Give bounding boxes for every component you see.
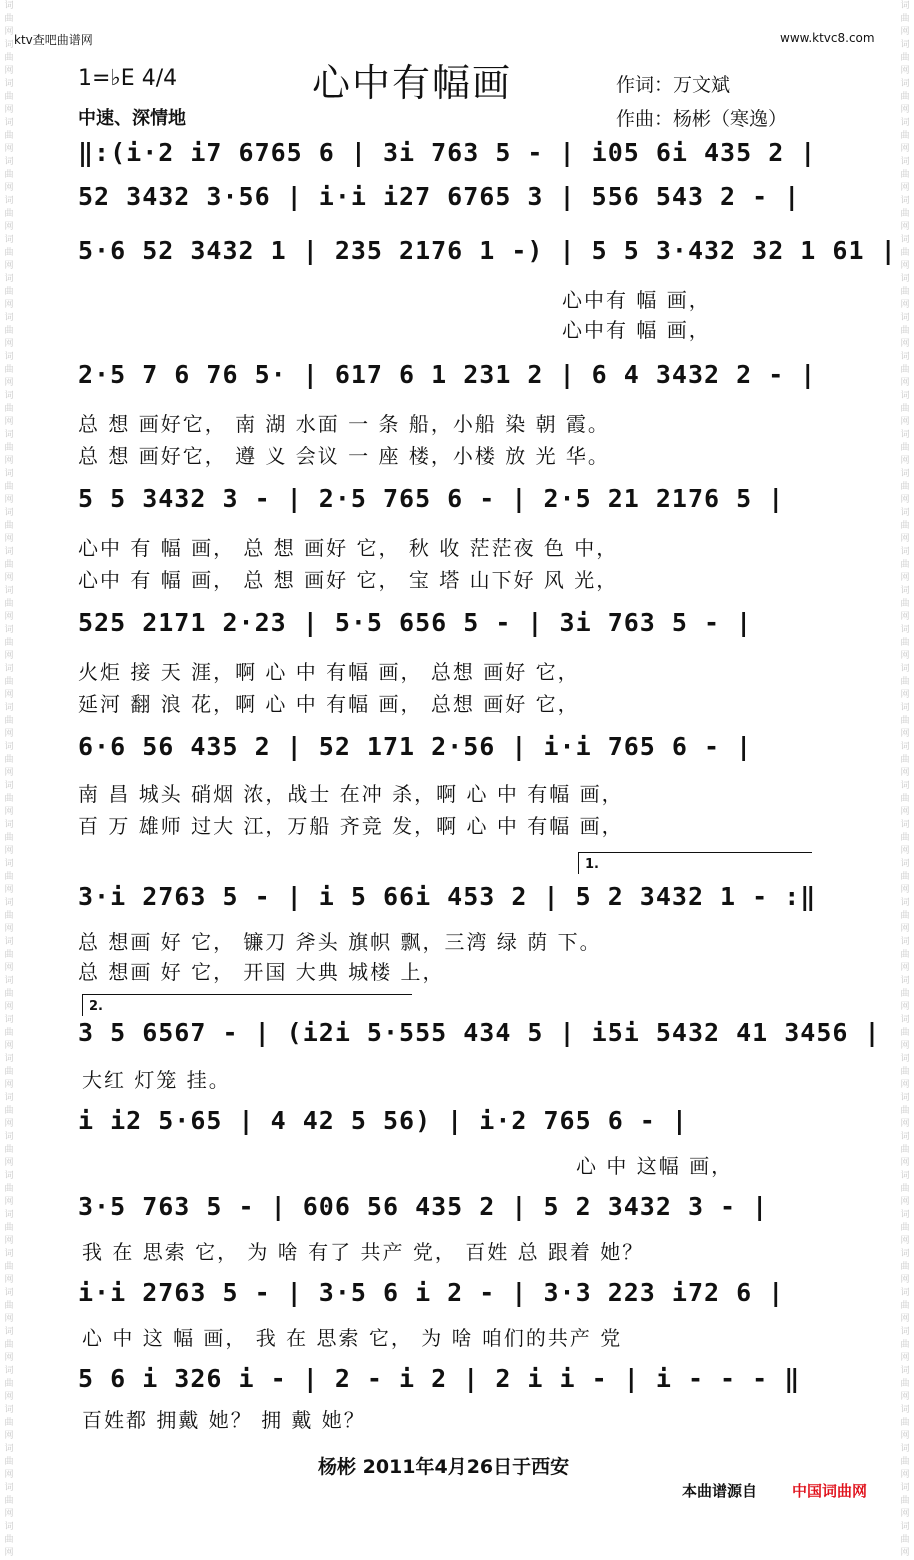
source-label: 本曲谱源自 — [682, 1482, 758, 1500]
lyric-line: 心 中 这幅 画， — [576, 1154, 734, 1178]
tempo-marking: 中速、深情地 — [78, 108, 186, 129]
lyric-line: 我 在 思索 它， 为 啥 有了 共产 党， 百姓 总 跟着 她？ — [82, 1240, 645, 1264]
watermark-left — [2, 0, 16, 1558]
lyric-line: 心 中 这 幅 画， 我 在 思索 它， 为 啥 咱们的共产 党 — [82, 1326, 623, 1350]
lyric-line: 总 想画 好 它， 开国 大典 城楼 上， — [78, 960, 445, 984]
notation-row-6: 525 2171 2·23 | 5·5 656 5 - | 3i 763 5 - | — [78, 608, 753, 637]
lyric-line: 心中有 幅 画， — [562, 288, 711, 312]
composer-credit: 作曲：杨彬（寒逸） — [616, 108, 788, 130]
notation-row-3: 5·6 52 3432 1 | 235 2176 1 -) | 5 5 3·432 32 1 61 | — [78, 236, 897, 265]
song-title: 心中有幅画 — [312, 61, 513, 105]
site-link-right[interactable]: www.ktvc8.com — [780, 31, 875, 45]
notation-row-7: 6·6 56 435 2 | 52 171 2·56 | i·i 765 6 - | — [78, 732, 753, 761]
key-signature: 1=♭E 4/4 — [78, 66, 178, 91]
lyric-line: 总 想 画好它， 遵 义 会议 一 座 楼，小楼 放 光 华。 — [78, 444, 610, 468]
notation-row-1: ‖:(i·2 i7 6765 6 | 3i 763 5 - | i05 6i 435 2 | — [78, 138, 817, 167]
notation-row-11: 3·5 763 5 - | 606 56 435 2 | 5 2 3432 3 - | — [78, 1192, 769, 1221]
lyric-line: 百 万 雄师 过大 江，万船 齐竞 发，啊 心 中 有幅 画， — [78, 814, 624, 838]
lyric-line: 南 昌 城头 硝烟 浓，战士 在冲 杀，啊 心 中 有幅 画， — [78, 782, 624, 806]
lyric-line: 火炬 接 天 涯，啊 心 中 有幅 画， 总想 画好 它， — [78, 660, 580, 684]
lyric-line: 心中有 幅 画， — [562, 318, 711, 342]
volta-2: 2. — [82, 994, 412, 1016]
notation-row-13: 5 6 i 326 i - | 2 - i 2 | 2 i i - | i - - - ‖ — [78, 1364, 801, 1393]
notation-row-4: 2·5 7 6 76 5· | 617 6 1 231 2 | 6 4 3432 2 - | — [78, 360, 817, 389]
watermark-text: 词 曲 网 词 曲 网 词 曲 网 词 曲 网 词 曲 网 词 曲 网 词 曲 网 词 曲 网 词 曲 网 词 曲 网 词 曲 网 词 曲 网 词 曲 网 词 曲 网 词 曲 网 词 曲 网 词 曲 网 词 曲 网 词 曲 网 词 曲 网 词 曲 网 词 曲 网 词 曲 网 词 曲 网 词 曲 网 词 曲 网 词 曲 网 词 曲 网 词 曲 网 词 曲 网 词 曲 网 词 曲 网 词 曲 网 词 曲 网 词 曲 网 词 曲 网 词 曲 网 词 曲 网 词 曲 网 词 曲 网 — [4, 1, 14, 1558]
lyric-line: 大红 灯笼 挂。 — [82, 1068, 231, 1092]
signature-line: 杨彬 2011年4月26日于西安 — [318, 1456, 570, 1478]
watermark-right — [898, 0, 912, 1558]
lyric-line: 心中 有 幅 画， 总 想 画好 它， 秋 收 茫茫夜 色 中， — [78, 536, 619, 560]
lyric-line: 总 想画 好 它， 镰刀 斧头 旗帜 飘，三湾 绿 荫 下。 — [78, 930, 602, 954]
volta-1: 1. — [578, 852, 812, 874]
notation-row-10: i i2 5·65 | 4 42 5 56) | i·2 765 6 - | — [78, 1106, 688, 1135]
notation-row-5: 5 5 3432 3 - | 2·5 765 6 - | 2·5 21 2176 5 | — [78, 484, 785, 513]
notation-row-12: i·i 2763 5 - | 3·5 6 i 2 - | 3·3 223 i72 6 | — [78, 1278, 785, 1307]
lyricist-credit: 作词：万文斌 — [616, 74, 731, 96]
notation-row-8: 3·i 2763 5 - | i 5 66i 453 2 | 5 2 3432 1 - :‖ — [78, 882, 817, 911]
notation-row-9: 3 5 6567 - | (i2i 5·555 434 5 | i5i 5432 41 3456 | — [78, 1018, 881, 1047]
site-link-left[interactable]: ktv查吧曲谱网 — [14, 33, 93, 47]
watermark-text: 词 曲 网 词 曲 网 词 曲 网 词 曲 网 词 曲 网 词 曲 网 词 曲 网 词 曲 网 词 曲 网 词 曲 网 词 曲 网 词 曲 网 词 曲 网 词 曲 网 词 曲 网 词 曲 网 词 曲 网 词 曲 网 词 曲 网 词 曲 网 词 曲 网 词 曲 网 词 曲 网 词 曲 网 词 曲 网 词 曲 网 词 曲 网 词 曲 网 词 曲 网 词 曲 网 词 曲 网 词 曲 网 词 曲 网 词 曲 网 词 曲 网 词 曲 网 词 曲 网 词 曲 网 词 曲 网 词 曲 网 — [900, 1, 910, 1558]
notation-row-2: 52 3432 3·56 | i·i i27 6765 3 | 556 543 2 - | — [78, 182, 801, 211]
lyric-line: 心中 有 幅 画， 总 想 画好 它， 宝 塔 山下好 风 光， — [78, 568, 619, 592]
source-site-link[interactable]: 中国词曲网 — [792, 1482, 868, 1500]
lyric-line: 百姓都 拥戴 她？ 拥 戴 她？ — [82, 1408, 366, 1432]
lyric-line: 总 想 画好它， 南 湖 水面 一 条 船，小船 染 朝 霞。 — [78, 412, 610, 436]
lyric-line: 延河 翻 浪 花，啊 心 中 有幅 画， 总想 画好 它， — [78, 692, 580, 716]
